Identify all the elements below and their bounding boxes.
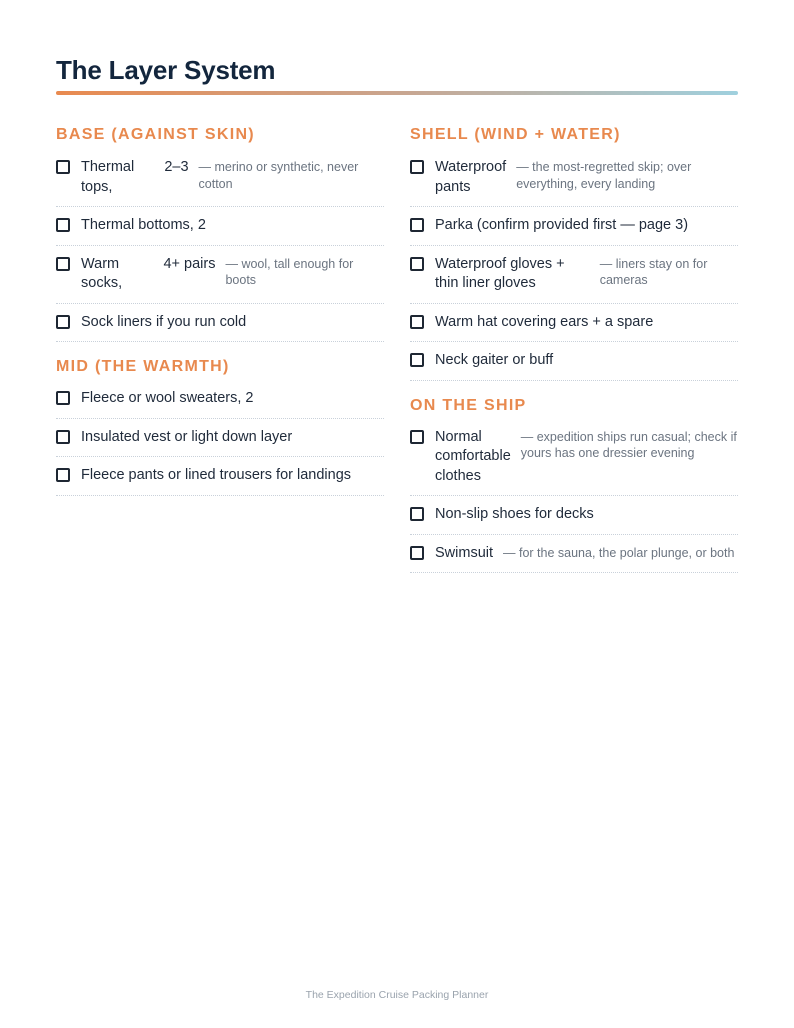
- item-note: — expedition ships run casual; check if yours has one dressier evening: [520, 429, 737, 460]
- item-label: Thermal tops,: [81, 159, 135, 195]
- item-note: — liners stay on for cameras: [599, 256, 708, 287]
- checklist-base: [56, 148, 384, 342]
- checklist-item: [56, 148, 384, 207]
- checklist-item: [410, 342, 738, 381]
- checklist-item: [56, 246, 384, 304]
- page-title: The Layer System: [56, 55, 276, 85]
- item-label: Warm socks,: [81, 255, 123, 291]
- checklist-item: [56, 380, 384, 419]
- checkbox-icon[interactable]: [56, 315, 70, 329]
- packing-page: [56, 0, 738, 1028]
- checkbox-icon[interactable]: [56, 468, 70, 482]
- checklist-item: [410, 304, 738, 343]
- checklist-item: [56, 419, 384, 458]
- checklist-item: [56, 457, 384, 496]
- item-note: — wool, tall enough for boots: [225, 256, 354, 287]
- checkbox-icon[interactable]: [56, 218, 70, 232]
- item-label: Fleece pants or lined trousers for landings: [81, 467, 352, 483]
- item-label: Waterproof pants: [435, 159, 507, 195]
- item-quantity: 4+ pairs: [163, 255, 216, 272]
- section-heading-base: BASE (AGAINST SKIN): [56, 126, 255, 143]
- checkbox-icon[interactable]: [56, 160, 70, 174]
- checklist-shell: [410, 148, 738, 381]
- item-label: Parka (confirm provided first — page 3): [435, 217, 689, 233]
- left-column: [56, 122, 384, 496]
- checkbox-icon[interactable]: [410, 160, 424, 174]
- section-heading-mid: MID (THE WARMTH): [56, 358, 230, 375]
- right-column: [410, 122, 738, 573]
- checklist-item: [410, 535, 738, 574]
- item-note: — for the sauna, the polar plunge, or both: [503, 545, 735, 560]
- item-label: Fleece or wool sweaters, 2: [81, 390, 254, 406]
- page-footer: The Expedition Cruise Packing Planner: [305, 989, 489, 1001]
- item-quantity: 2–3: [164, 159, 189, 175]
- checklist-mid: [56, 380, 384, 496]
- checkbox-icon[interactable]: [410, 218, 424, 232]
- checklist-item: [56, 304, 384, 343]
- checkbox-icon[interactable]: [56, 391, 70, 405]
- item-label: Waterproof gloves + thin liner gloves: [435, 255, 565, 291]
- checklist-item: [56, 207, 384, 246]
- item-label: Swimsuit: [435, 544, 494, 561]
- item-label: Warm hat covering ears + a spare: [435, 313, 654, 330]
- checkbox-icon[interactable]: [410, 546, 424, 560]
- checklist-item: [410, 207, 738, 246]
- checkbox-icon[interactable]: [410, 430, 424, 444]
- item-label: Non-slip shoes for decks: [435, 506, 594, 522]
- checkbox-icon[interactable]: [410, 353, 424, 367]
- item-label: Insulated vest or light down layer: [81, 428, 293, 445]
- checklist-item: [410, 246, 738, 304]
- checkbox-icon[interactable]: [56, 430, 70, 444]
- item-label: Normal comfortable clothes: [435, 428, 511, 484]
- section-heading-shell: SHELL (WIND + WATER): [410, 126, 621, 143]
- checklist-ship: [410, 419, 738, 574]
- checkbox-icon[interactable]: [410, 257, 424, 271]
- checklist-item: [410, 148, 738, 207]
- checkbox-icon[interactable]: [410, 315, 424, 329]
- item-note: — merino or synthetic, never cotton: [198, 160, 359, 191]
- item-note: — the most-regretted skip; over everything, every landing: [516, 160, 692, 191]
- item-label: Thermal bottoms, 2: [81, 217, 206, 233]
- checklist-item: [410, 496, 738, 535]
- section-heading-ship: ON THE SHIP: [410, 396, 527, 414]
- checklist-item: [410, 419, 738, 497]
- title-gradient-rule: [56, 91, 738, 95]
- item-label: Neck gaiter or buff: [435, 352, 554, 368]
- checkbox-icon[interactable]: [56, 257, 70, 271]
- checkbox-icon[interactable]: [410, 507, 424, 521]
- item-label: Sock liners if you run cold: [81, 313, 247, 330]
